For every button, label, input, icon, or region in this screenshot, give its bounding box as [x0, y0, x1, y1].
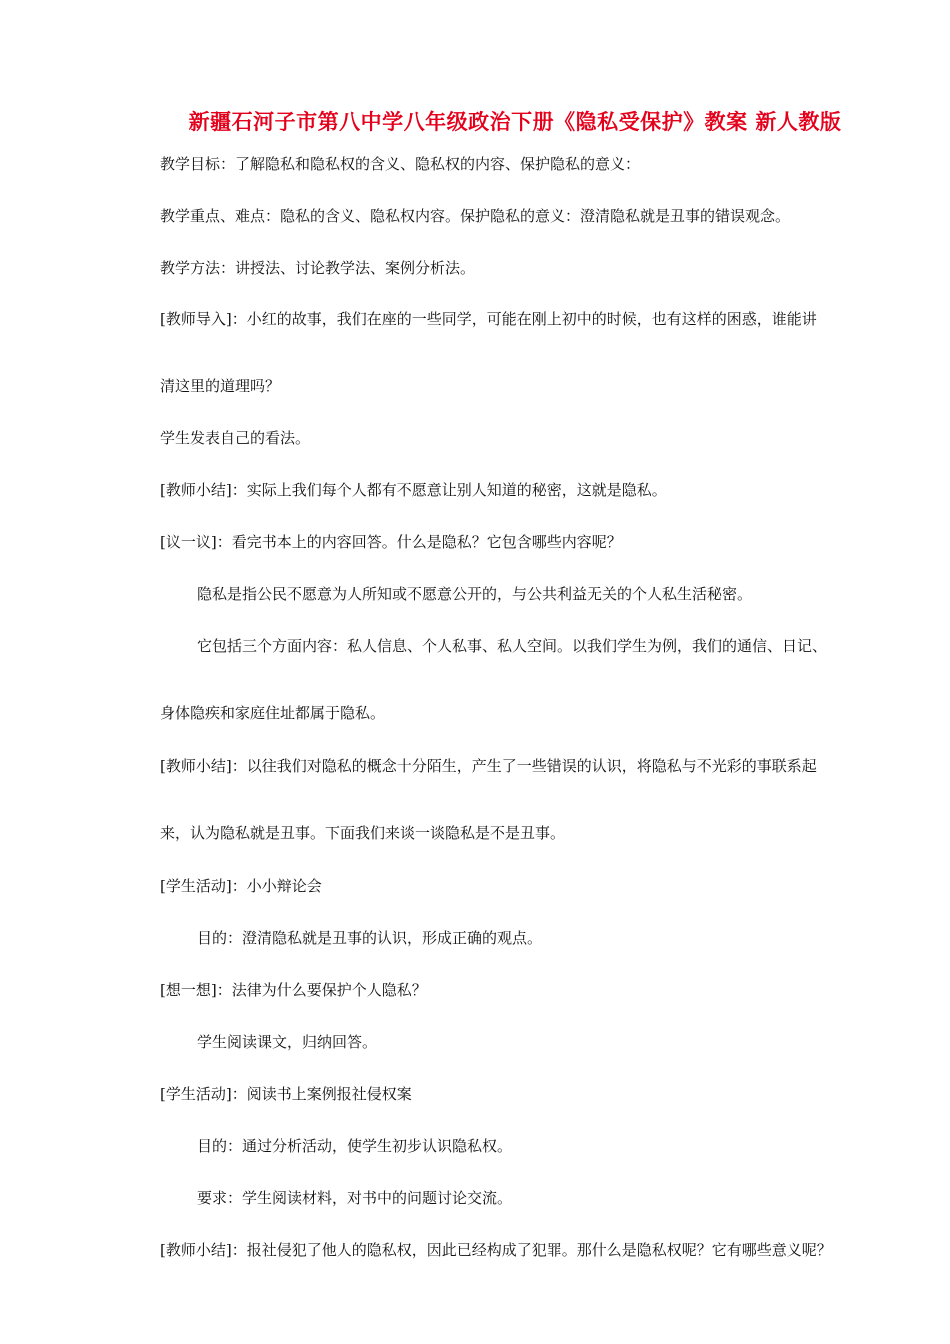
teacher-intro-cont: 清这里的道理吗？: [160, 377, 281, 395]
think-question: [想一想]：法律为什么要保护个人隐私？: [160, 981, 427, 999]
teaching-method: 教学方法：讲授法、讨论教学法、案例分析法。: [160, 259, 476, 277]
student-views: 学生发表自己的看法。: [160, 429, 311, 447]
student-activity-debate: [学生活动]：小小辩论会: [160, 877, 322, 895]
teacher-summary-3: [教师小结]：报社侵犯了他人的隐私权，因此已经构成了犯罪。那什么是隐私权呢？它有哪些意义呢？: [160, 1241, 832, 1259]
student-activity-case: [学生活动]：阅读书上案例报社侵权案: [160, 1085, 412, 1103]
key-points: 教学重点、难点：隐私的含义、隐私权内容。保护隐私的意义：澄清隐私就是丑事的错误观念。: [160, 207, 791, 225]
teacher-intro: [教师导入]：小红的故事，我们在座的一些同学，可能在刚上初中的时候，也有这样的困惑，谁能讲: [160, 310, 817, 328]
case-goal: 目的：通过分析活动，使学生初步认识隐私权。: [197, 1137, 513, 1155]
privacy-definition: 隐私是指公民不愿意为人所知或不愿意公开的，与公共利益无关的个人私生活秘密。: [197, 585, 753, 603]
debate-goal: 目的：澄清隐私就是丑事的认识，形成正确的观点。: [197, 929, 543, 947]
teacher-summary-2: [教师小结]：以往我们对隐私的概念十分陌生，产生了一些错误的认识，将隐私与不光彩的事联系起: [160, 757, 817, 775]
privacy-content-cont: 身体隐疾和家庭住址都属于隐私。: [160, 704, 386, 722]
document-title: 新疆石河子市第八中学八年级政治下册《隐私受保护》教案 新人教版: [188, 109, 842, 134]
teacher-summary-2-cont: 来，认为隐私就是丑事。下面我们来谈一谈隐私是不是丑事。: [160, 824, 566, 842]
student-reading: 学生阅读课文，归纳回答。: [197, 1033, 378, 1051]
privacy-content: 它包括三个方面内容：私人信息、个人私事、私人空间。以我们学生为例，我们的通信、日记、: [197, 637, 828, 655]
teaching-goal: 教学目标：了解隐私和隐私权的含义、隐私权的内容、保护隐私的意义：: [160, 155, 641, 173]
case-requirement: 要求：学生阅读材料，对书中的问题讨论交流。: [197, 1189, 513, 1207]
discussion: [议一议]：看完书本上的内容回答。什么是隐私？它包含哪些内容呢？: [160, 533, 622, 551]
teacher-summary-1: [教师小结]：实际上我们每个人都有不愿意让别人知道的秘密，这就是隐私。: [160, 481, 667, 499]
